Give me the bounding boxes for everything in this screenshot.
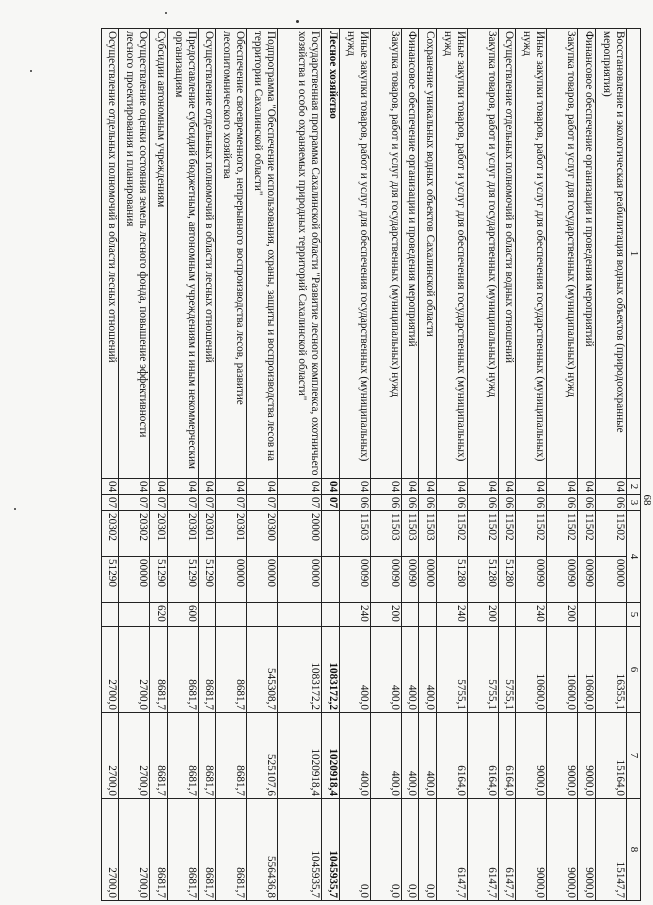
code-target-a: 20301 [199, 511, 217, 557]
amount-col8: 0,0 [340, 799, 371, 901]
amount-col8: 6147,7 [468, 799, 499, 901]
rotated-page [27, 28, 653, 898]
table-row [199, 29, 217, 901]
amount-col7: 400,0 [340, 713, 371, 799]
code-target-b: 51290 [150, 557, 168, 603]
code-target-b: 51280 [468, 557, 499, 603]
code-expense-type: 240 [340, 603, 371, 627]
code-expense-type: 200 [468, 603, 499, 627]
amount-col7: 8681,7 [150, 713, 168, 799]
code-chapter: 04 [578, 479, 596, 495]
code-target-a: 20301 [216, 511, 247, 557]
code-subsection: 07 [168, 495, 199, 511]
amount-col6: 8681,7 [168, 627, 199, 713]
amount-col8: 2700,0 [102, 799, 120, 901]
table-row [247, 29, 278, 901]
code-expense-type [278, 603, 322, 627]
header-cell: 7 [627, 713, 641, 799]
amount-col8: 8681,7 [199, 799, 217, 901]
row-name: Лесное хозяйство [322, 29, 340, 479]
code-target-b [322, 557, 340, 603]
table-row [596, 29, 627, 901]
amount-col7: 15164,0 [596, 713, 627, 799]
code-subsection: 07 [322, 495, 340, 511]
code-target-a: 20000 [278, 511, 322, 557]
code-subsection: 06 [371, 495, 402, 511]
code-target-b: 51290 [168, 557, 199, 603]
code-expense-type [322, 603, 340, 627]
table-row [578, 29, 596, 901]
code-target-a: 20301 [168, 511, 199, 557]
code-subsection: 07 [278, 495, 322, 511]
amount-col6: 545308,7 [247, 627, 278, 713]
page-number: 68 [641, 494, 653, 506]
header-cell: 2 [627, 479, 641, 495]
amount-col6: 10600,0 [547, 627, 578, 713]
row-name: Иные закупки товаров, работ и услуг для обеспечения государственных (муниципальных) нужд [437, 29, 468, 479]
amount-col7: 400,0 [419, 713, 437, 799]
amount-col6: 400,0 [402, 627, 420, 713]
amount-col6: 5755,1 [437, 627, 468, 713]
amount-col6: 10600,0 [578, 627, 596, 713]
code-subsection: 06 [468, 495, 499, 511]
code-expense-type: 240 [516, 603, 547, 627]
code-subsection: 07 [102, 495, 120, 511]
code-target-b: 00090 [371, 557, 402, 603]
code-target-b: 51290 [199, 557, 217, 603]
code-subsection: 06 [547, 495, 578, 511]
code-target-a [322, 511, 340, 557]
code-target-b: 00000 [278, 557, 322, 603]
row-name: Финансовое обеспечение организации и проведения мероприятий [578, 29, 596, 479]
code-subsection: 07 [216, 495, 247, 511]
amount-col8: 0,0 [419, 799, 437, 901]
code-target-a: 11502 [547, 511, 578, 557]
header-row [627, 29, 641, 901]
row-name: Осуществление отдельных полномочий в области водных отношений [499, 29, 517, 479]
amount-col6: 5755,1 [499, 627, 517, 713]
code-target-a: 11502 [596, 511, 627, 557]
table-row [419, 29, 437, 901]
code-subsection: 07 [119, 495, 150, 511]
table-row [278, 29, 322, 901]
code-target-a: 11503 [402, 511, 420, 557]
code-expense-type [102, 603, 120, 627]
header-cell: 4 [627, 511, 641, 603]
amount-col6: 2700,0 [102, 627, 120, 713]
code-chapter: 04 [199, 479, 217, 495]
row-name: Иные закупки товаров, работ и услуг для обеспечения государственных (муниципальных) нужд [340, 29, 371, 479]
scan-speck [14, 508, 16, 510]
code-target-a: 11503 [340, 511, 371, 557]
code-target-a: 20301 [150, 511, 168, 557]
amount-col8: 0,0 [371, 799, 402, 901]
row-name: Иные закупки товаров, работ и услуг для обеспечения государственных (муниципальных) нужд [516, 29, 547, 479]
code-chapter: 04 [596, 479, 627, 495]
code-target-b: 00000 [216, 557, 247, 603]
table-row [371, 29, 402, 901]
header-cell: 6 [627, 627, 641, 713]
code-expense-type [419, 603, 437, 627]
amount-col7: 2700,0 [102, 713, 120, 799]
code-target-a: 11502 [516, 511, 547, 557]
code-target-b: 51280 [437, 557, 468, 603]
code-expense-type [199, 603, 217, 627]
code-subsection: 06 [437, 495, 468, 511]
code-target-a: 11502 [578, 511, 596, 557]
row-name: Осуществление отдельных полномочий в области лесных отношений [199, 29, 217, 479]
code-target-a: 20302 [119, 511, 150, 557]
code-chapter: 04 [468, 479, 499, 495]
code-target-b: 00090 [340, 557, 371, 603]
amount-col7: 2700,0 [119, 713, 150, 799]
code-expense-type [402, 603, 420, 627]
code-target-b: 00090 [578, 557, 596, 603]
table-row [150, 29, 168, 901]
code-subsection: 06 [578, 495, 596, 511]
amount-col6: 1083172,2 [322, 627, 340, 713]
table-row [119, 29, 150, 901]
code-chapter: 04 [371, 479, 402, 495]
code-expense-type: 200 [547, 603, 578, 627]
row-name: Закупка товаров, работ и услуг для государственных (муниципальных) нужд [468, 29, 499, 479]
amount-col6: 400,0 [419, 627, 437, 713]
code-subsection: 06 [340, 495, 371, 511]
amount-col6: 8681,7 [150, 627, 168, 713]
row-name: Подпрограмма "Обеспечение использования, охраны, защиты и воспроизводства лесов на территории Сахалинской области" [247, 29, 278, 479]
amount-col8: 1045935,7 [322, 799, 340, 901]
code-chapter: 04 [419, 479, 437, 495]
amount-col7: 9000,0 [516, 713, 547, 799]
code-chapter: 04 [247, 479, 278, 495]
row-name: Закупка товаров, работ и услуг для государственных (муниципальных) нужд [371, 29, 402, 479]
amount-col7: 8681,7 [168, 713, 199, 799]
amount-col7: 6164,0 [468, 713, 499, 799]
amount-col7: 400,0 [371, 713, 402, 799]
code-target-b: 00090 [547, 557, 578, 603]
code-expense-type [578, 603, 596, 627]
amount-col8: 556436,8 [247, 799, 278, 901]
budget-table [101, 28, 641, 901]
row-name: Восстановление и экологическая реабилитация водных объектов (природоохранные мероприятия) [596, 29, 627, 479]
header-cell: 1 [627, 29, 641, 479]
code-chapter: 04 [150, 479, 168, 495]
table-row [468, 29, 499, 901]
code-subsection: 06 [499, 495, 517, 511]
amount-col8: 6147,7 [499, 799, 517, 901]
row-name: Субсидии автономным учреждениям [150, 29, 168, 479]
code-subsection: 06 [516, 495, 547, 511]
code-chapter: 04 [516, 479, 547, 495]
code-subsection: 07 [247, 495, 278, 511]
amount-col7: 6164,0 [437, 713, 468, 799]
table-body [102, 29, 641, 901]
row-name: Обеспечение своевременного, непрерывного воспроизводства лесов, развитие лесопитомнического хозяйства [216, 29, 247, 479]
table-row [402, 29, 420, 901]
code-target-a: 11502 [437, 511, 468, 557]
row-name: Осуществление оценки состояния земель лесного фонда, повышение эффективности лесного проектирования и планирования [119, 29, 150, 479]
code-target-b: 00000 [119, 557, 150, 603]
row-name: Государственная программа Сахалинской области "Развитие лесного комплекса, охотничьего хозяйства и особо охраняемых природных территорий Сахалинской области" [278, 29, 322, 479]
amount-col6: 5755,1 [468, 627, 499, 713]
row-name: Осуществление отдельных полномочий в области лесных отношений [102, 29, 120, 479]
code-subsection: 06 [596, 495, 627, 511]
amount-col7: 525107,6 [247, 713, 278, 799]
code-target-a: 20302 [102, 511, 120, 557]
code-target-b: 51280 [499, 557, 517, 603]
code-chapter: 04 [102, 479, 120, 495]
amount-col8: 6147,7 [437, 799, 468, 901]
amount-col7: 1020918,4 [278, 713, 322, 799]
code-chapter: 04 [168, 479, 199, 495]
code-subsection: 07 [150, 495, 168, 511]
code-target-a: 11502 [499, 511, 517, 557]
code-chapter: 04 [437, 479, 468, 495]
amount-col8: 9000,0 [516, 799, 547, 901]
code-chapter: 04 [278, 479, 322, 495]
header-cell: 3 [627, 495, 641, 511]
code-chapter: 04 [340, 479, 371, 495]
table-row [216, 29, 247, 901]
code-subsection: 06 [402, 495, 420, 511]
amount-col8: 15147,7 [596, 799, 627, 901]
amount-col6: 400,0 [340, 627, 371, 713]
code-chapter: 04 [547, 479, 578, 495]
code-target-a: 11503 [371, 511, 402, 557]
code-expense-type [119, 603, 150, 627]
code-subsection: 06 [419, 495, 437, 511]
amount-col8: 8681,7 [168, 799, 199, 901]
row-name: Финансовое обеспечение организации и проведения мероприятий [402, 29, 420, 479]
amount-col8: 8681,7 [150, 799, 168, 901]
amount-col8: 9000,0 [547, 799, 578, 901]
amount-col7: 8681,7 [199, 713, 217, 799]
row-name: Сохранение уникальных водных объектов Сахалинской области [419, 29, 437, 479]
table-row [322, 29, 340, 901]
code-expense-type [216, 603, 247, 627]
code-target-b: 51290 [102, 557, 120, 603]
table-row [168, 29, 199, 901]
amount-col7: 1020918,4 [322, 713, 340, 799]
header-cell: 8 [627, 799, 641, 901]
row-name: Предоставление субсидий бюджетным, автономным учреждениям и иным некоммерческим организациям [168, 29, 199, 479]
code-chapter: 04 [402, 479, 420, 495]
amount-col7: 6164,0 [499, 713, 517, 799]
code-expense-type: 600 [168, 603, 199, 627]
row-name: Закупка товаров, работ и услуг для государственных (муниципальных) нужд [547, 29, 578, 479]
code-expense-type [499, 603, 517, 627]
table-row [102, 29, 120, 901]
code-target-a: 11502 [468, 511, 499, 557]
code-expense-type [596, 603, 627, 627]
amount-col8: 0,0 [402, 799, 420, 901]
amount-col7: 400,0 [402, 713, 420, 799]
amount-col6: 10600,0 [516, 627, 547, 713]
amount-col6: 1083172,2 [278, 627, 322, 713]
table-row [340, 29, 371, 901]
scan-speck [165, 12, 167, 14]
amount-col8: 8681,7 [216, 799, 247, 901]
code-target-b: 00090 [516, 557, 547, 603]
amount-col6: 2700,0 [119, 627, 150, 713]
amount-col6: 8681,7 [199, 627, 217, 713]
amount-col6: 8681,7 [216, 627, 247, 713]
code-expense-type [247, 603, 278, 627]
code-target-b: 00000 [596, 557, 627, 603]
amount-col7: 9000,0 [578, 713, 596, 799]
table-row [437, 29, 468, 901]
amount-col8: 1045935,7 [278, 799, 322, 901]
amount-col8: 9000,0 [578, 799, 596, 901]
amount-col7: 8681,7 [216, 713, 247, 799]
code-chapter: 04 [216, 479, 247, 495]
code-expense-type: 240 [437, 603, 468, 627]
code-chapter: 04 [119, 479, 150, 495]
table-row [547, 29, 578, 901]
code-chapter: 04 [322, 479, 340, 495]
code-expense-type: 620 [150, 603, 168, 627]
code-chapter: 04 [499, 479, 517, 495]
amount-col6: 16355,1 [596, 627, 627, 713]
header-cell: 5 [627, 603, 641, 627]
table-row [499, 29, 517, 901]
code-target-a: 20300 [247, 511, 278, 557]
code-target-a: 11503 [419, 511, 437, 557]
code-target-b: 00000 [247, 557, 278, 603]
amount-col6: 400,0 [371, 627, 402, 713]
table-row [516, 29, 547, 901]
code-expense-type: 200 [371, 603, 402, 627]
scan-speck [296, 20, 299, 23]
amount-col7: 9000,0 [547, 713, 578, 799]
amount-col8: 2700,0 [119, 799, 150, 901]
code-subsection: 07 [199, 495, 217, 511]
code-target-b: 00090 [402, 557, 420, 603]
code-target-b: 00000 [419, 557, 437, 603]
